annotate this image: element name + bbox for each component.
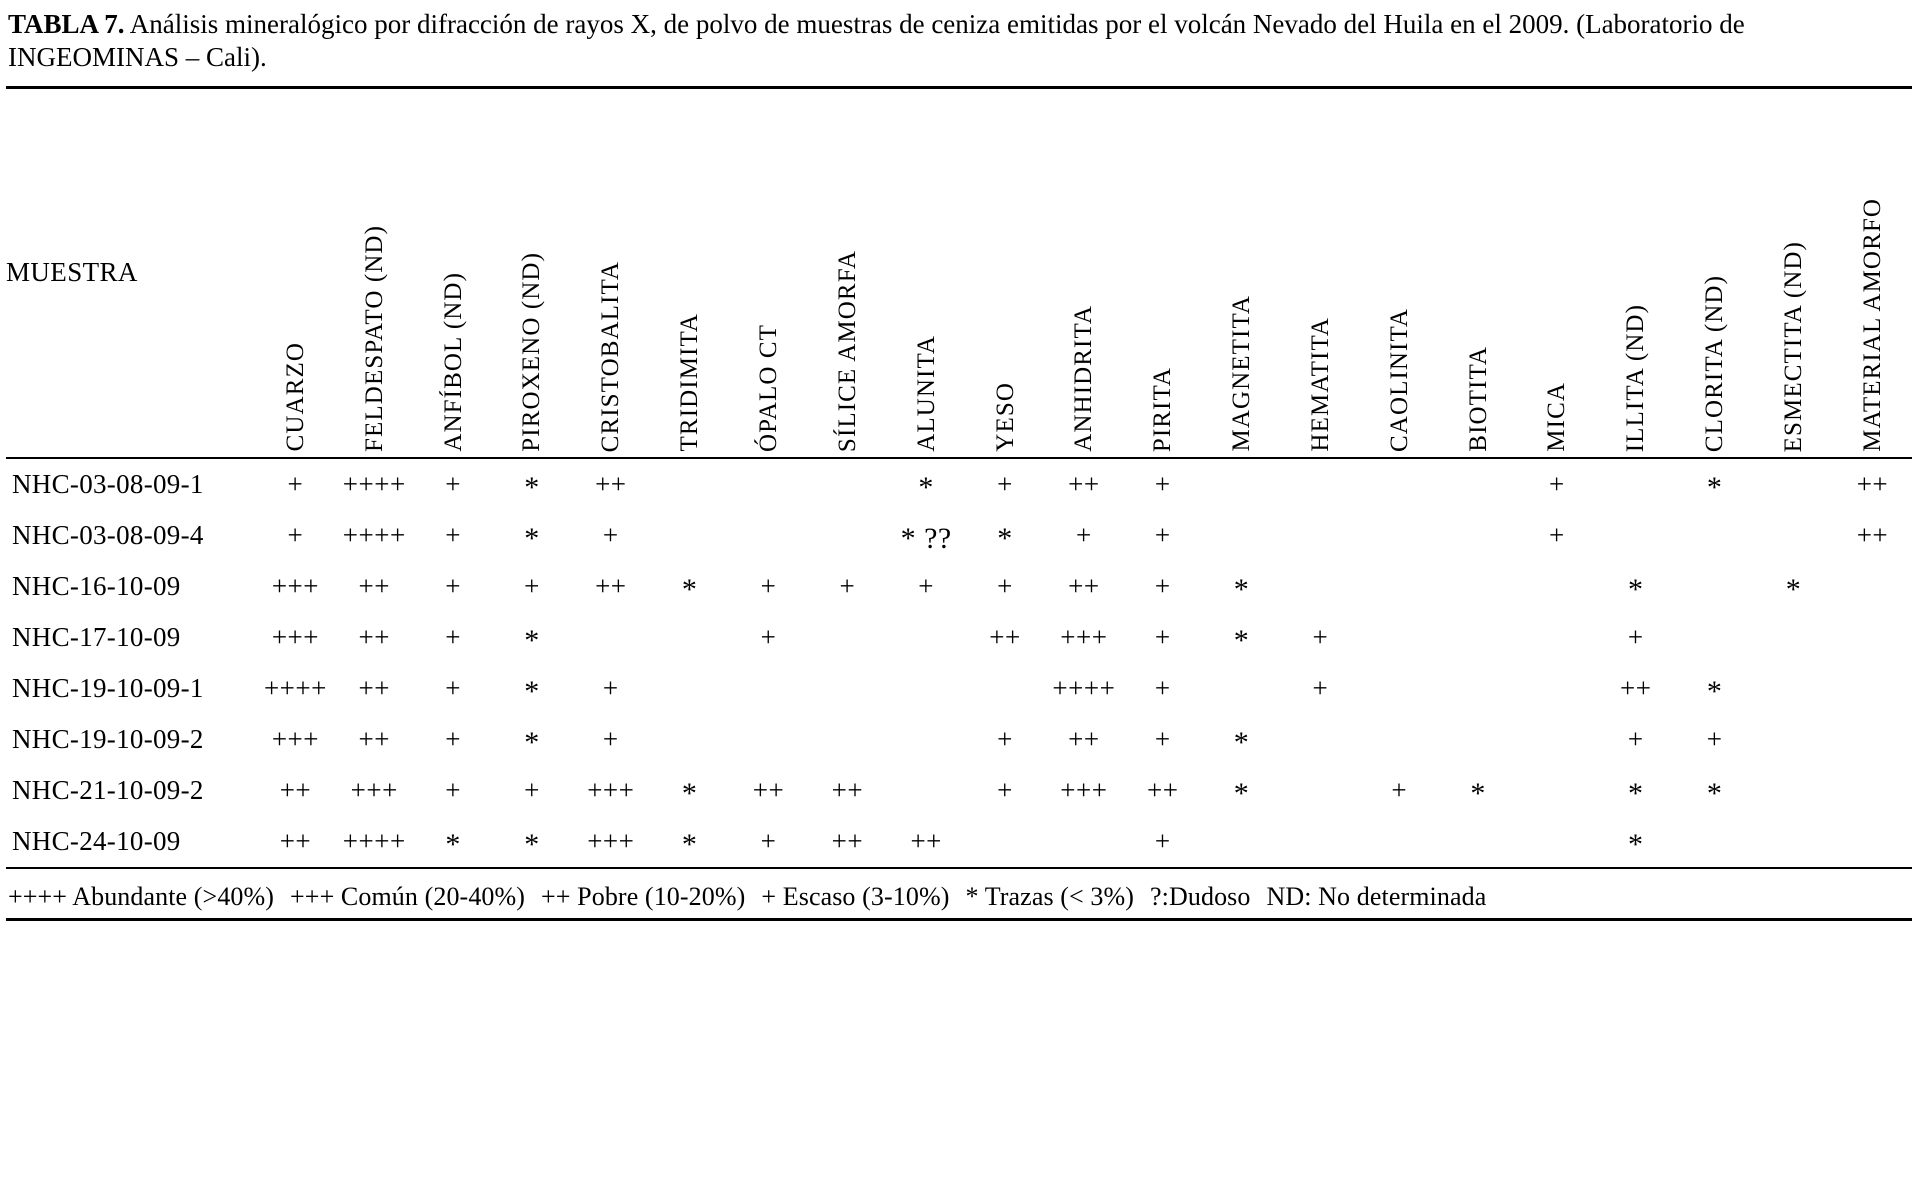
cell [1518, 765, 1597, 816]
cell: + [997, 570, 1013, 601]
cell: + [1075, 519, 1092, 550]
cell: ++ [358, 570, 390, 601]
cell [1281, 765, 1360, 816]
column-header-anhidrita: ANHIDRITA [1070, 305, 1098, 452]
cell: + [997, 468, 1013, 499]
legend-pobre: ++ Pobre (10-20%) [541, 881, 746, 911]
cell [650, 459, 729, 510]
cell [808, 459, 887, 510]
cell: ++ [595, 468, 627, 499]
cell: ++ [910, 825, 942, 856]
column-header-caolinita: CAOLINITA [1385, 307, 1413, 452]
row-sample-label: NHC-03-08-09-1 [12, 468, 204, 499]
cell: * [1628, 573, 1644, 607]
cell: * [524, 624, 540, 658]
cell [1675, 561, 1754, 612]
cell: +++ [587, 825, 635, 856]
column-header-feldespato: FELDESPATO (ND) [360, 224, 388, 452]
cell: ++ [1146, 774, 1179, 805]
column-header-clorita: CLORITA (ND) [1701, 274, 1729, 452]
cell: * [1706, 471, 1723, 505]
column-header-silice-amorfa: SÍLICE AMORFA [833, 249, 861, 452]
cell: +++ [271, 723, 320, 754]
cell: ++ [358, 621, 390, 652]
cell [1596, 459, 1675, 510]
cell: + [445, 774, 461, 805]
cell [1754, 714, 1833, 765]
cell: ++ [752, 774, 785, 805]
cell [1044, 816, 1123, 867]
cell [1360, 663, 1439, 714]
caption-label: TABLA 7. [8, 9, 125, 39]
cell: + [1627, 621, 1644, 652]
row-sample-label: NHC-19-10-09-2 [12, 723, 204, 754]
table-row [6, 816, 1912, 867]
cell: ++++ [342, 468, 406, 499]
cell [1439, 612, 1518, 663]
cell [1675, 816, 1754, 867]
cell: + [1706, 723, 1723, 754]
cell [1281, 561, 1360, 612]
cell: + [760, 570, 777, 601]
cell: + [524, 570, 540, 601]
cell [1439, 510, 1518, 561]
legend [6, 869, 1912, 918]
cell [1518, 612, 1597, 663]
column-header-alunita: ALUNITA [912, 335, 940, 452]
caption-text: Análisis mineralógico por difracción de rayos X, de polvo de muestras de ceniza emitidas por el volcán Nevado del Huila en el 2009. (Laboratorio de INGEOMINAS – Cali). [8, 9, 1745, 72]
cell: + [918, 570, 935, 601]
cell: * ?? [900, 522, 952, 556]
cell: + [760, 825, 777, 856]
cell [1754, 663, 1833, 714]
table-row [6, 714, 1912, 765]
cell: * [1785, 573, 1802, 607]
cell: ++ [595, 570, 627, 601]
cell: + [1549, 519, 1565, 550]
cell [887, 765, 966, 816]
cell [1833, 663, 1912, 714]
cell [729, 663, 808, 714]
cell: ++++ [342, 519, 406, 550]
cell: * [681, 828, 698, 862]
cell: + [602, 519, 619, 550]
table-row [6, 459, 1912, 510]
cell [1281, 510, 1360, 561]
cell: ++++ [342, 825, 406, 856]
cell [1281, 459, 1360, 510]
cell [1518, 816, 1597, 867]
cell [887, 663, 966, 714]
column-header-piroxeno: PIROXENO (ND) [518, 252, 546, 452]
cell: ++ [1856, 519, 1889, 550]
cell [1518, 714, 1597, 765]
cell: ++ [358, 672, 390, 703]
cell [1754, 816, 1833, 867]
cell [808, 510, 887, 561]
cell: ++++ [263, 672, 327, 703]
cell: * [524, 522, 540, 556]
table-row [6, 765, 1912, 816]
cell [1281, 714, 1360, 765]
cell: + [1549, 468, 1565, 499]
cell [1360, 459, 1439, 510]
column-header-muestra: MUESTRA [6, 257, 138, 288]
table-body [6, 459, 1912, 867]
cell: + [445, 519, 461, 550]
column-header-cuarzo: CUARZO [281, 342, 309, 452]
cell [887, 714, 966, 765]
cell [1202, 510, 1281, 561]
cell [1439, 714, 1518, 765]
mineralogy-table-body [6, 459, 1912, 867]
cell: * [681, 573, 698, 607]
legend-dudoso: ?:Dudoso [1150, 881, 1251, 911]
cell: ++ [358, 723, 390, 754]
cell: ++ [279, 774, 312, 805]
cell: * [524, 726, 540, 760]
cell: ++ [1620, 672, 1652, 703]
cell: +++ [1060, 774, 1108, 805]
column-header-opalo-ct: ÓPALO CT [754, 323, 782, 452]
cell: + [1154, 621, 1171, 652]
header-row [6, 89, 1912, 457]
cell: * [1706, 675, 1723, 709]
table-row [6, 561, 1912, 612]
cell: * [1470, 777, 1486, 811]
row-sample-label: NHC-21-10-09-2 [12, 774, 204, 805]
cell: + [1154, 672, 1171, 703]
cell: + [287, 519, 304, 550]
cell: ++ [1068, 570, 1100, 601]
cell: + [760, 621, 777, 652]
cell [1833, 612, 1912, 663]
cell: * [1233, 624, 1250, 658]
cell: * [1628, 828, 1644, 862]
cell [1833, 765, 1912, 816]
legend-trazas: * Trazas (< 3%) [965, 881, 1135, 911]
cell [1833, 816, 1912, 867]
cell [1281, 816, 1360, 867]
cell [650, 714, 729, 765]
column-header-biotita: BIOTITA [1464, 346, 1492, 452]
cell: * [524, 471, 540, 505]
cell: * [997, 522, 1013, 556]
cell: ++++ [1052, 672, 1116, 703]
legend-escaso: + Escaso (3-10%) [761, 881, 950, 911]
row-sample-label: NHC-16-10-09 [12, 570, 181, 601]
cell [571, 612, 650, 663]
cell: + [1154, 570, 1171, 601]
cell [729, 714, 808, 765]
cell [1596, 510, 1675, 561]
column-header-mica: MICA [1543, 382, 1571, 452]
cell: * [524, 675, 540, 709]
cell: +++ [587, 774, 635, 805]
cell: * [1233, 573, 1250, 607]
column-header-illita: ILLITA (ND) [1622, 303, 1650, 452]
cell: +++ [350, 774, 398, 805]
row-sample-label: NHC-03-08-09-4 [12, 519, 204, 550]
column-header-yeso: YESO [991, 382, 1019, 452]
cell [966, 816, 1045, 867]
column-header-pirita: PIRITA [1149, 366, 1177, 452]
cell [1754, 510, 1833, 561]
cell [650, 612, 729, 663]
cell [729, 510, 808, 561]
column-header-material-amorfo: MATERIAL AMORFO [1858, 198, 1886, 452]
cell [808, 612, 887, 663]
table-row [6, 663, 1912, 714]
cell [650, 663, 729, 714]
cell: + [1312, 621, 1329, 652]
column-header-magnetita: MAGNETITA [1228, 295, 1256, 452]
cell: + [997, 774, 1013, 805]
cell: +++ [271, 621, 320, 652]
cell [1833, 714, 1912, 765]
cell: * [1233, 726, 1250, 760]
cell: ++ [831, 825, 864, 856]
cell [1439, 816, 1518, 867]
cell: * [918, 471, 934, 505]
table-caption [6, 0, 1912, 86]
cell: + [602, 672, 619, 703]
bottom-rule [6, 918, 1912, 921]
cell [729, 459, 808, 510]
cell [1360, 561, 1439, 612]
cell: * [1233, 777, 1250, 811]
cell: + [287, 468, 304, 499]
cell: + [1312, 672, 1329, 703]
cell: +++ [271, 570, 320, 601]
cell [1754, 765, 1833, 816]
row-sample-label: NHC-17-10-09 [12, 621, 181, 652]
cell [1360, 510, 1439, 561]
cell: ++ [279, 825, 312, 856]
cell: + [445, 723, 461, 754]
cell: + [602, 723, 619, 754]
cell: ++ [1068, 723, 1100, 754]
table-row [6, 510, 1912, 561]
cell: * [1706, 777, 1723, 811]
cell: + [445, 672, 461, 703]
row-sample-label: NHC-19-10-09-1 [12, 672, 204, 703]
cell [1439, 459, 1518, 510]
cell: + [839, 570, 856, 601]
column-header-tridimita: TRIDIMITA [676, 313, 704, 452]
column-header-hematita: HEMATITA [1306, 317, 1334, 452]
cell [1439, 561, 1518, 612]
cell [1360, 714, 1439, 765]
cell [1360, 612, 1439, 663]
table-row [6, 612, 1912, 663]
cell: + [1154, 519, 1171, 550]
cell: ++ [831, 774, 864, 805]
cell: * [445, 828, 461, 862]
cell: +++ [1060, 621, 1108, 652]
legend-abundante: ++++ Abundante (>40%) [8, 881, 275, 911]
cell: ++ [989, 621, 1021, 652]
cell [1202, 459, 1281, 510]
row-sample-label: NHC-24-10-09 [12, 825, 181, 856]
cell [887, 612, 966, 663]
cell: * [1628, 777, 1644, 811]
cell: * [681, 777, 698, 811]
cell [1360, 816, 1439, 867]
mineralogy-table [6, 89, 1912, 457]
cell: + [445, 570, 461, 601]
cell: + [1627, 723, 1644, 754]
cell [1754, 612, 1833, 663]
cell [1439, 663, 1518, 714]
cell: + [997, 723, 1013, 754]
column-header-esmectita: ESMECTITA (ND) [1779, 240, 1807, 452]
cell: + [1154, 468, 1171, 499]
cell [1202, 816, 1281, 867]
cell [966, 663, 1045, 714]
cell [808, 714, 887, 765]
cell [1754, 459, 1833, 510]
cell: * [524, 828, 540, 862]
cell [1518, 561, 1597, 612]
cell [1833, 561, 1912, 612]
cell: ++ [1068, 468, 1100, 499]
column-header-anfibol: ANFÍBOL (ND) [439, 272, 467, 452]
column-header-cristobalita: CRISTOBALITA [597, 260, 625, 452]
cell: + [524, 774, 540, 805]
cell [1518, 663, 1597, 714]
legend-comun: +++ Común (20-40%) [290, 881, 526, 911]
cell: + [445, 621, 461, 652]
cell: + [1154, 825, 1171, 856]
cell [650, 510, 729, 561]
cell [1675, 612, 1754, 663]
cell [1675, 510, 1754, 561]
legend-nd: ND: No determinada [1266, 881, 1487, 911]
cell: ++ [1856, 468, 1889, 499]
table-head [6, 89, 1912, 457]
cell: + [1391, 774, 1408, 805]
cell: + [445, 468, 461, 499]
cell [808, 663, 887, 714]
cell [1202, 663, 1281, 714]
cell: + [1154, 723, 1171, 754]
